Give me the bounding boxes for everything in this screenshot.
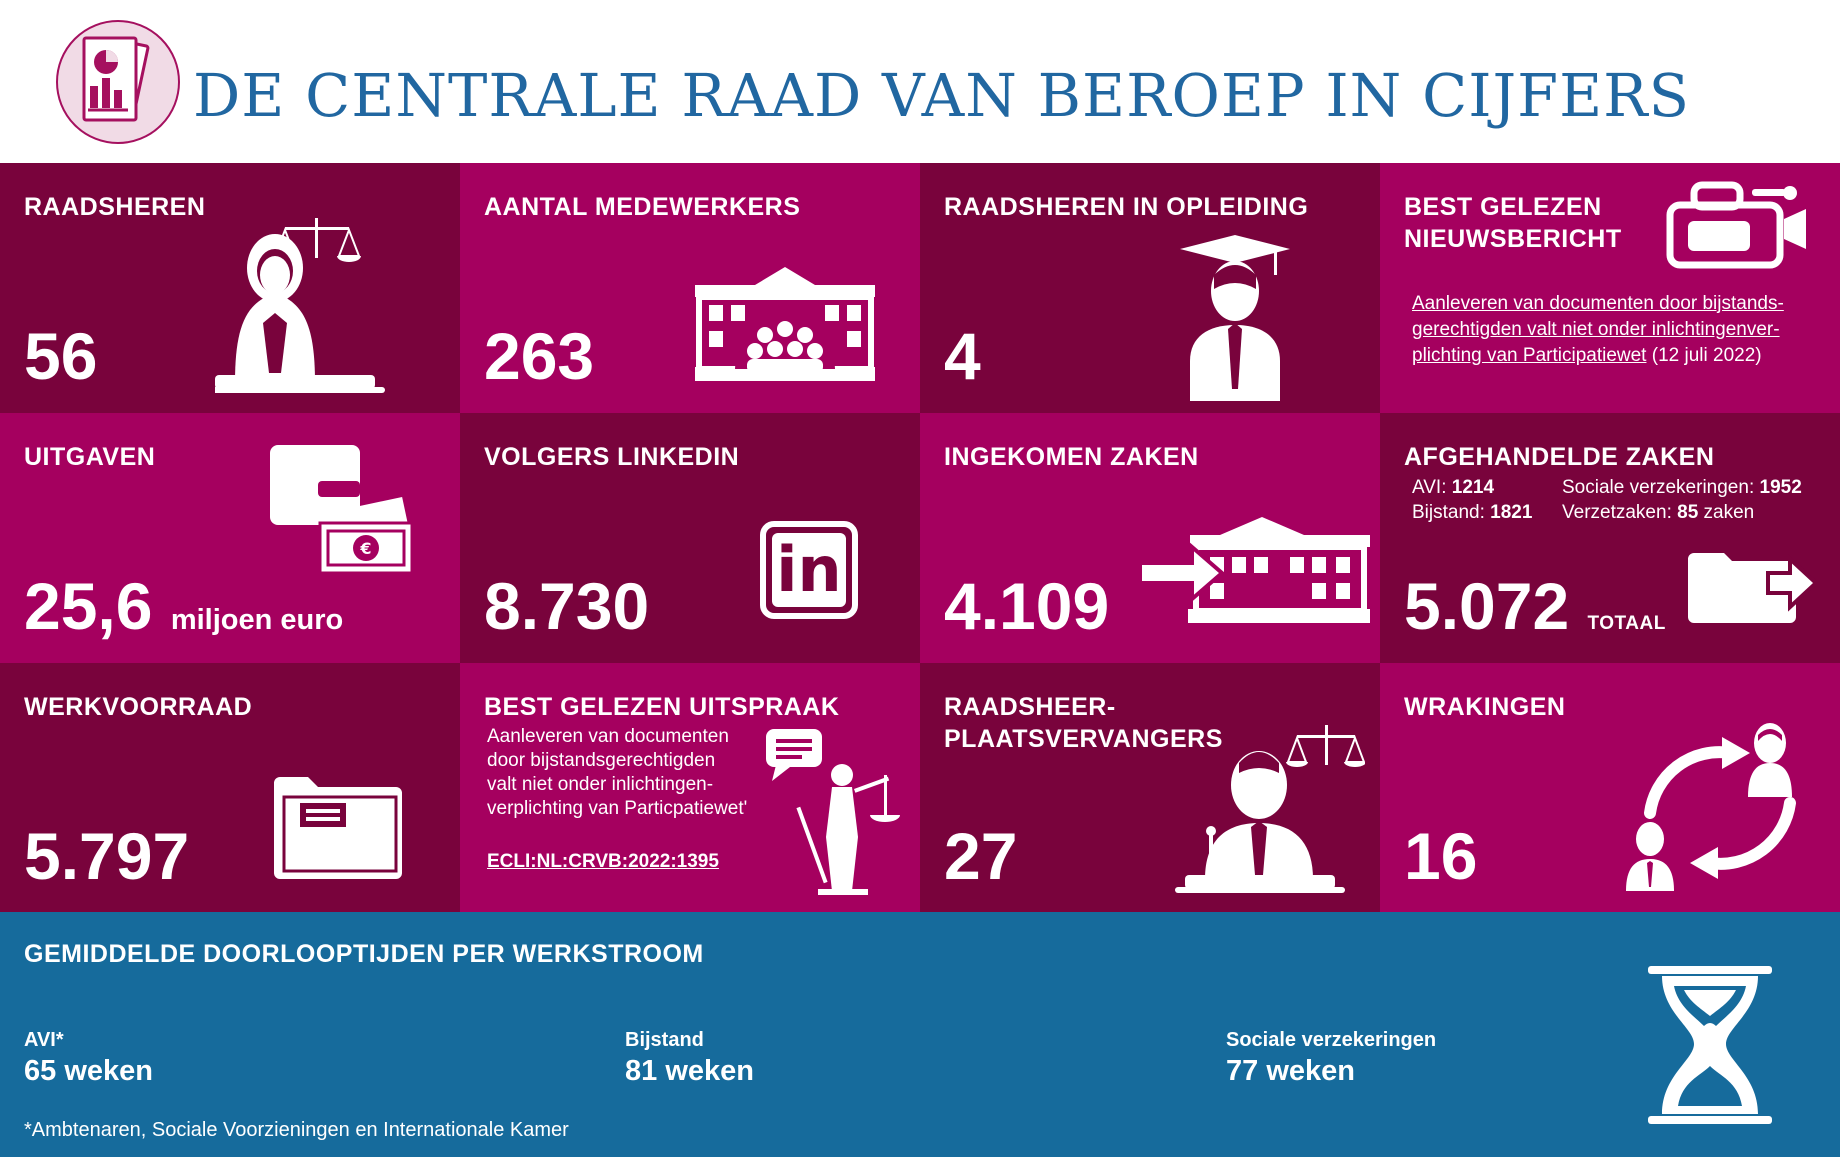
tile-wrakingen — [1380, 663, 1840, 913]
afgehandeld-col-1 — [1412, 475, 1532, 525]
tile-value: 8.730 — [484, 569, 650, 643]
tile-label: RAADSHEREN — [24, 193, 206, 221]
uitspraak-line: Aanleveren van documenten — [487, 726, 729, 747]
tile-value: 27 — [944, 819, 1018, 893]
tile-label: INGEKOMEN ZAKEN — [944, 443, 1199, 471]
avi-label: AVI: — [1412, 477, 1452, 498]
swap-people-icon — [1620, 713, 1820, 903]
bijstand-label: Bijstand: — [1412, 502, 1491, 523]
verzet-suffix: zaken — [1698, 502, 1755, 523]
tile-value: 56 — [24, 319, 98, 393]
verzet-label: Verzetzaken: — [1562, 502, 1678, 523]
nieuws-text — [1412, 291, 1784, 369]
uitspraak-line: door bijstandsgerechtigden — [487, 750, 716, 771]
tile-linkedin — [460, 413, 920, 663]
tile-medewerkers — [460, 163, 920, 413]
stream-name: Bijstand — [625, 1029, 704, 1051]
hourglass-icon — [1648, 966, 1772, 1126]
stream-sociale-verzekeringen — [1226, 1027, 1436, 1089]
stream-value: 81 weken — [625, 1055, 754, 1087]
tile-uitspraak — [460, 663, 920, 913]
tile-value: 4 — [944, 319, 981, 393]
sv-value: 1952 — [1759, 477, 1802, 498]
tile-label: WERKVOORRAAD — [24, 693, 253, 721]
tile-label: UITGAVEN — [24, 443, 156, 471]
tile-raadsheren — [0, 163, 460, 413]
tile-value-number: 25,6 — [24, 569, 153, 643]
uitspraak-line: verplichting van Particpatiewet' — [487, 798, 748, 819]
tile-label: WRAKINGEN — [1404, 693, 1566, 721]
svg-text:€: € — [360, 539, 372, 558]
tile-value-number: 5.072 — [1404, 569, 1570, 643]
label-line: BEST GELEZEN — [1404, 193, 1602, 221]
label-line: RAADSHEER- — [944, 693, 1116, 721]
wallet-money-icon — [268, 443, 413, 578]
tile-value-unit: miljoen euro — [170, 604, 344, 636]
tile-label: AANTAL MEDEWERKERS — [484, 193, 801, 221]
graduate-icon — [1180, 235, 1290, 401]
tile-opleiding — [920, 163, 1380, 413]
tile-value — [24, 569, 344, 643]
tile-ingekomen — [920, 413, 1380, 663]
afgehandeld-col-2 — [1562, 475, 1802, 525]
header — [0, 0, 1840, 163]
tile-value: 5.797 — [24, 819, 190, 893]
ecli-link[interactable]: ECLI:NL:CRVB:2022:1395 — [487, 851, 719, 872]
bijstand-value: 1821 — [1490, 502, 1533, 523]
tile-value: 4.109 — [944, 569, 1110, 643]
page-title: DE CENTRALE RAAD VAN BEROEP IN CIJFERS — [193, 61, 1691, 130]
judge-woman-icon — [215, 213, 395, 403]
video-camera-icon — [1660, 181, 1820, 271]
footnote: *Ambtenaren, Sociale Voorzieningen en Internationale Kamer — [24, 1119, 569, 1141]
verzet-value: 85 — [1677, 502, 1699, 523]
folder-icon — [270, 773, 415, 883]
tile-afgehandeld — [1380, 413, 1840, 663]
tile-plaatsvervangers — [920, 663, 1380, 913]
avi-value: 1214 — [1451, 477, 1495, 498]
nieuws-date: (12 juli 2022) — [1646, 345, 1762, 366]
tile-uitgaven — [0, 413, 460, 663]
tile-value: 16 — [1404, 819, 1478, 893]
linkedin-icon[interactable] — [760, 521, 858, 619]
stream-value: 77 weken — [1226, 1055, 1355, 1087]
stream-bijstand — [625, 1027, 754, 1089]
label-line: PLAATSVERVANGERS — [944, 725, 1223, 753]
tile-value: 263 — [484, 319, 595, 393]
tile-value-suffix: TOTAAL — [1587, 613, 1666, 634]
building-people-icon — [695, 263, 875, 383]
tile-nieuwsbericht — [1380, 163, 1840, 413]
tile-value — [1404, 569, 1666, 643]
report-chart-icon — [56, 20, 180, 144]
tile-label — [1404, 191, 1622, 255]
section-title: GEMIDDELDE DOORLOOPTIJDEN PER WERKSTROOM — [24, 940, 704, 968]
stats-grid — [0, 163, 1840, 912]
tile-werkvoorraad — [0, 663, 460, 913]
stream-value: 65 weken — [24, 1055, 153, 1087]
folder-out-icon — [1686, 543, 1816, 623]
doorlooptijden-section — [0, 912, 1840, 1157]
label-line: NIEUWSBERICHT — [1404, 225, 1622, 253]
uitspraak-text — [487, 725, 747, 821]
linkedin-icon-text: in — [772, 533, 846, 607]
sv-label: Sociale verzekeringen: — [1562, 477, 1760, 498]
stream-name: AVI* — [24, 1029, 64, 1051]
nieuws-link[interactable]: Aanleveren van documenten door bijstands- gerechtigden valt niet onder inlichtingenver- plichting van Participatiewet — [1412, 293, 1784, 366]
uitspraak-line: valt niet onder inlichtingen- — [487, 774, 714, 795]
tile-label: AFGEHANDELDE ZAKEN — [1404, 443, 1715, 471]
lady-justice-icon — [762, 725, 912, 895]
incoming-building-icon — [1140, 515, 1370, 625]
tile-label: RAADSHEREN IN OPLEIDING — [944, 193, 1309, 221]
stream-name: Sociale verzekeringen — [1226, 1029, 1437, 1051]
tile-label: BEST GELEZEN UITSPRAAK — [484, 693, 840, 721]
tile-label: VOLGERS LINKEDIN — [484, 443, 740, 471]
judge-man-icon — [1175, 723, 1365, 903]
stream-avi — [24, 1027, 153, 1089]
